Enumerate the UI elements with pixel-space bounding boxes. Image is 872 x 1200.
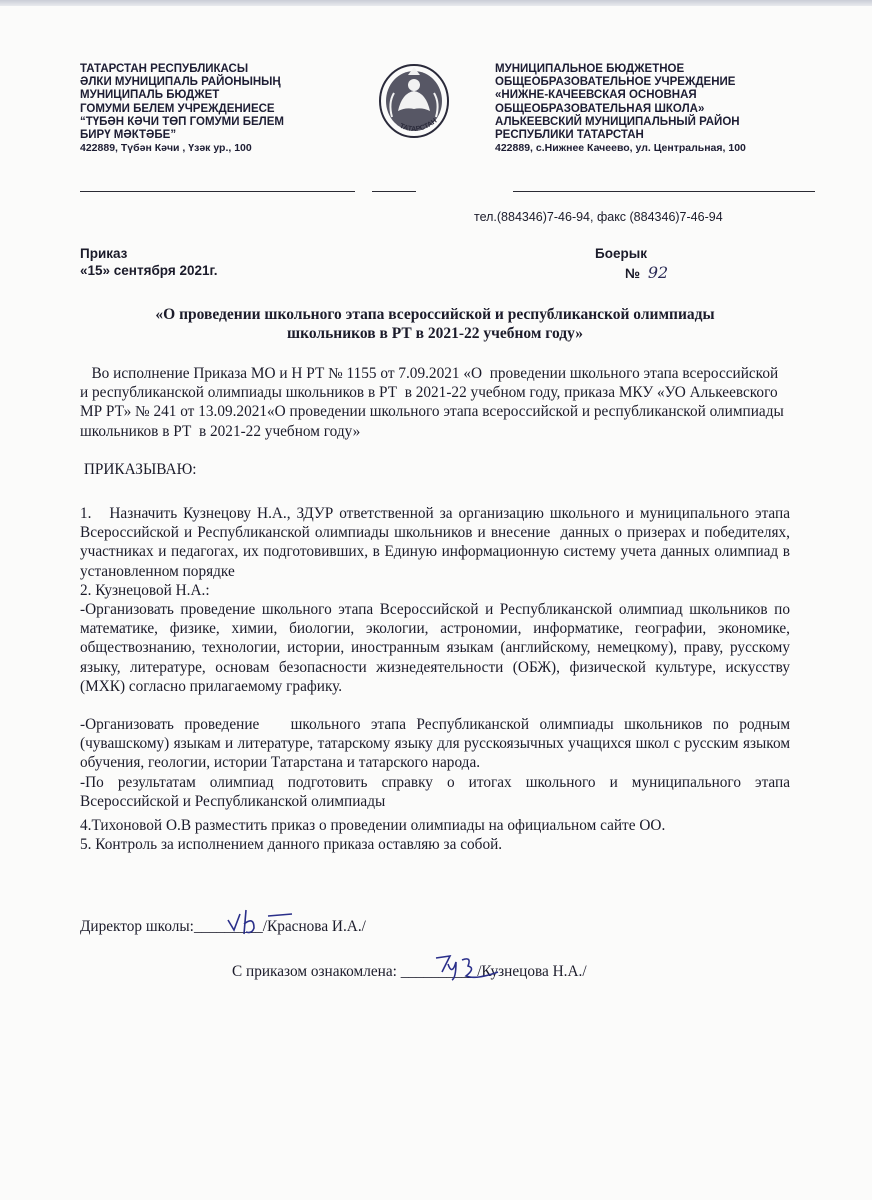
title-line: «О проведении школьного этапа всероссийской и республиканской олимпиады	[155, 306, 715, 323]
header-divider-center	[372, 191, 416, 192]
header-right-line: АЛЬКЕЕВСКИЙ МУНИЦИПАЛЬНЫЙ РАЙОН	[495, 115, 740, 128]
acknowledged-blank: __________	[400, 963, 478, 980]
header-divider-left	[80, 191, 355, 192]
acknowledged-line	[232, 963, 587, 981]
order-word: ПРИКАЗЫВАЮ:	[80, 461, 197, 478]
acknowledged-handwritten-signature-icon	[432, 950, 502, 982]
preamble: Во исполнение Приказа МО и Н РТ № 1155 от 7.09.2021 «О проведении школьного этапа всероссийской и республиканской олимпиады школьников в РТ в 2021-22 учебном году, приказа МКУ «УО Алькеевского МР РТ» № 241 от 13.09.2021«О проведении школьного этапа всероссийской и республиканской олимпиады школьников в РТ в 2021-22 учебном году»	[80, 365, 788, 440]
header-left-line: “ТҮБӘН КӘЧИ ТӨП ГОМУМИ БЕЛЕМ	[80, 115, 284, 128]
header-right-line: ОБЩЕОБРАЗОВАТЕЛЬНАЯ ШКОЛА»	[495, 102, 705, 115]
tatarstan-emblem-icon	[378, 63, 450, 145]
order-item-2b: -Организовать проведение школьного этапа Республиканской олимпиады школьников по родным (чувашскому) языкам и литературе, татарскому языку для русскоязычных учащихся школ с русским языком обучения, геологии, истории Татарстана и татарского народа.	[80, 716, 794, 772]
header-left-line: БИРҮ МӘКТӘБЕ”	[80, 129, 177, 142]
emblem-text: ТАТАРСТАН	[398, 117, 439, 134]
header-right-russian	[495, 63, 815, 155]
header-left-address: 422889, Түбән Кәчи , Үзәк ур., 100	[80, 142, 252, 155]
order-label-tt: Боерык	[595, 246, 647, 261]
acknowledged-label: С приказом ознакомлена:	[232, 963, 397, 980]
header-right-line: «НИЖНЕ-КАЧЕЕВСКАЯ ОСНОВНАЯ	[495, 89, 697, 102]
order-item-5: 5. Контроль за исполнением данного приказа оставляю за собой.	[80, 836, 503, 853]
director-name: /Краснова И.А./	[262, 918, 366, 935]
order-number-value: 92	[647, 263, 669, 282]
header-divider-right	[513, 191, 815, 192]
order-item-2c: -По результатам олимпиад подготовить справку о итогах школьного и муниципального этапа Всероссийской и Республиканской олимпиады	[80, 774, 790, 811]
header-right-address: 422889, с.Нижнее Качеево, ул. Центральная, 100	[495, 142, 746, 155]
header-right-line: МУНИЦИПАЛЬНОЕ БЮДЖЕТНОЕ	[495, 63, 685, 75]
header-right-line: РЕСПУБЛИКИ ТАТАРСТАН	[495, 129, 644, 142]
header-left-line: ӘЛКИ МУНИЦИПАЛЬ РАЙОНЫНЫҢ	[80, 76, 281, 89]
order-date: «15» сентября 2021г.	[80, 263, 218, 278]
order-label-ru: Приказ	[80, 246, 128, 261]
header-right-line: ОБЩЕОБРАЗОВАТЕЛЬНОЕ УЧРЕЖДЕНИЕ	[495, 76, 736, 89]
header-left-tatar	[80, 63, 370, 155]
header-left-line: ТАТАРСТАН РЕСПУБЛИКАСЫ	[80, 63, 249, 75]
order-number-prefix: №	[625, 266, 641, 281]
acknowledged-name: /Кузнецова Н.А./	[477, 963, 587, 980]
document-title	[100, 305, 770, 343]
order-number	[625, 263, 668, 282]
header-left-line: МУНИЦИПАЛЬ БЮДЖЕТ	[80, 89, 220, 102]
order-item-2a: -Организовать проведение школьного этапа Всероссийской и Республиканской олимпиад школьников по математике, физике, химии, биологии, экологии, астрономии, информатике, географии, экономике, обществознанию, технологии, истории, иностранным языкам (английскому, немецкому), праву, русскому языку, литературе, основам безопасности жизнедеятельности (ОБЖ), физической культуре, искусству (МХК) согласно прилагаемому графику.	[80, 601, 790, 695]
order-item-4: 4.Тихоновой О.В разместить приказ о проведении олимпиады на официальном сайте ОО.	[80, 817, 666, 834]
order-item-2: 2. Кузнецовой Н.А.:	[80, 582, 210, 599]
contacts: тел.(884346)7-46-94, факс (884346)7-46-94	[474, 210, 723, 224]
page-top-edge	[0, 0, 872, 6]
director-blank: _________	[193, 918, 263, 935]
director-label: Директор школы:	[80, 918, 194, 935]
order-item-1: 1. Назначить Кузнецову Н.А., ЗДУР ответственной за организацию школьного и муниципального этапа Всероссийской и Республиканской олимпиады школьников и внесение данных о призерах и победителях, участниках и педагогах, их подготовивших, в Единую информационную систему учета данных олимпиад в установленном порядке	[80, 505, 794, 580]
director-signature-line	[80, 918, 366, 936]
title-line: школьников в РТ в 2021-22 учебном году»	[287, 325, 583, 342]
director-handwritten-signature-icon	[224, 906, 294, 940]
header-left-line: ГОМУМИ БЕЛЕМ УЧРЕЖДЕНИЕСЕ	[80, 102, 275, 115]
